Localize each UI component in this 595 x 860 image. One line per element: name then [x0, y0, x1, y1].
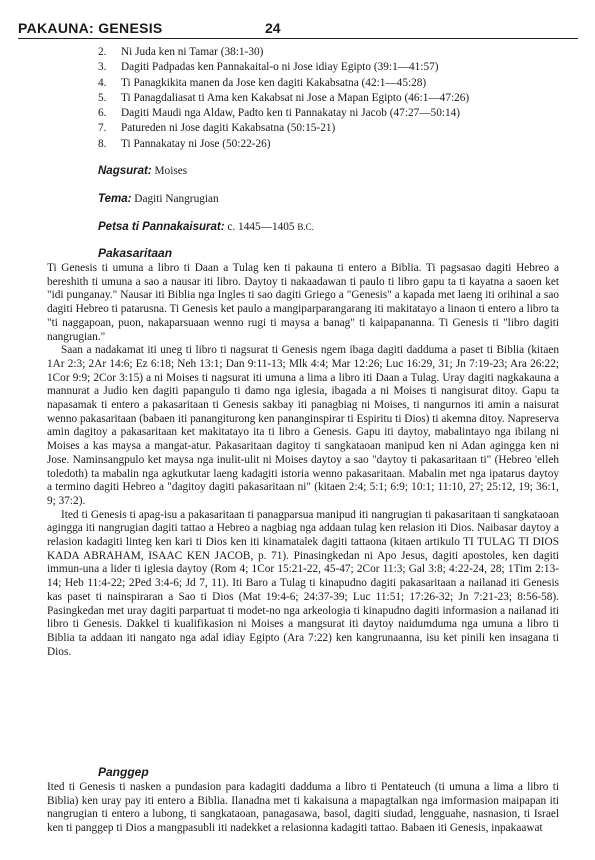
- overview-paragraph-1: Ited ti Genesis ti nasken a pundasion para kadagiti dadduma a libro ti Pentateuch (ti umuna a lima a libro ti Biblia) ken uray pay iti entero a Biblia. Ilanadna met ti kakaisuna a mapagtalkan nga imformasion maipapan iti nangrugian ti entero a lubong, ti sangkataoan, panagasawa, basol, dagiti siudad, lengguahe, nasnasion, ti Israel ken ti panggep ti Dios a mangpasubli iti nadekket a relasionna kadagiti tattao. Babaen iti Genesis, inpakaawat: [47, 781, 559, 835]
- outline-item: [98, 106, 469, 121]
- outline-number: 5.: [98, 91, 107, 104]
- outline-item: [98, 121, 469, 136]
- book-title: PAKAUNA: GENESIS: [18, 20, 163, 36]
- section-heading-overview: Panggep: [98, 765, 149, 779]
- date-label: Petsa ti Pannakaisurat:: [98, 221, 225, 233]
- date-era: B.C.: [297, 222, 314, 232]
- outline-item: [98, 76, 469, 91]
- outline-number: 3.: [98, 61, 107, 74]
- date-line: [98, 221, 314, 233]
- outline-item: [98, 45, 469, 60]
- theme-label: Tema:: [98, 193, 132, 205]
- outline-item: [98, 91, 469, 106]
- outline-text: Ti Panagdaliasat ti Ama ken Kakabsat ni Jose a Mapan Egipto (46:1—47:26): [121, 91, 470, 104]
- overview-section: [47, 781, 559, 836]
- outline-text: Dagiti Padpadas ken Pannakaital-o ni Jose idiay Egipto (39:1—41:57): [121, 61, 439, 74]
- date-value: c. 1445—1405: [227, 221, 295, 233]
- outline-text: Ni Juda ken ni Tamar (38:1-30): [121, 46, 264, 58]
- outline-item: [98, 137, 469, 152]
- outline-text: Dagiti Maudi nga Aldaw, Padto ken ti Pannakatay ni Jacob (47:27—50:14): [121, 107, 461, 120]
- outline-number: 7.: [98, 122, 107, 135]
- theme-line: [98, 193, 219, 205]
- section-heading-background: Pakasaritaan: [98, 246, 173, 260]
- author-label: Nagsurat:: [98, 165, 152, 177]
- outline-list: [98, 45, 469, 152]
- background-paragraph-1: Ti Genesis ti umuna a libro ti Daan a Tulag ken ti pakauna ti entero a Biblia. Ti pagsasao dagiti Hebreo a bereshith ti umuna a sao a nausar iti libro. Daytoy ti nakaadawan ti paulo ti libro gapu ta ti kayatna a saoen ket "idi punganay." Nausar iti Biblia nga Ingles ti sao dagiti Griego a "Genesis" a kapada met laeng iti orihinal a sao dagiti Hebreo ti patarusna. Ti Genesis ket paulo a mangiparparangarang iti makitatayo a linaon ti entero a libro ta "ti naggapoan, puon, nakaparsuaan wenno rugi ti maysa a banag" ti kaipapananna. Ti Genesis ti "libro dagiti nangrugian.": [47, 262, 559, 343]
- outline-number: 2.: [98, 46, 107, 58]
- background-paragraph-2: Saan a nadakamat iti uneg ti libro ti nagsurat ti Genesis ngem ibaga dagiti dadduma a paset ti Biblia (kitaen 1Ar 2:3; 2Ar 14:6; Ez 6:18; Neh 13:1; Dan 9:11-13; Mlk 4:4; Mar 12:26; Luc 16:29, 31; Jn 7:19-23; Ara 26:22; 1Cor 9:9; 2Cor 3:15) a ni Moises ti nagsurat iti umuna a lima a libro iti Daan a Tulag. Uray dagiti nagkakauna a mannurat a Judio ken dagiti papangulo ti damo nga iglesia, ibagada a ni Moises ti nangisurat ditoy. Gapu ta napasamak ti entero a pakasaritaan ti Genesis sakbay iti panagbiag ni Moises, ti nangurnos iti amin a naisurat wenno pakasaritaan (babaen iti panangiturong ken pananginspirar ti Espiritu ti Dios) ti akemna ditoy. Napreserva amin dagitoy a pakasaritaan ket makitatayo ita ti libro a Genesis. Gapu iti daytoy, mabalintayo nga ibilang ni Moises a kas maysa a mangat-atur. Pakasaritaan dagitoy ti sangkataoan manipud ken ni Adan agingga ken ni Jose. Naminsangpulo ket maysa nga inulit-ulit ni Moises daytoy a sao "daytoy ti pakasaritaan ti" (Hebreo 'elleh toledoth) ta mabalin nga agkutkutar laeng kadagiti istoria wenno pakasaritaan. Mabalin met nga ipatarus daytoy a termino dagiti Hebreo a "dagitoy dagiti pakasaritaan ni" (kitaen 2:4; 5:1; 6:9; 10:1; 11:10, 27; 25:12, 19; 36:1, 9; 37:2).: [47, 344, 559, 507]
- outline-number: 4.: [98, 76, 107, 89]
- outline-number: 8.: [98, 137, 107, 150]
- outline-text: Ti Pannakatay ni Jose (50:22-26): [121, 137, 271, 150]
- outline-text: Patureden ni Jose dagiti Kakabsatna (50:15-21): [121, 122, 336, 135]
- outline-text: Ti Panagkikita manen da Jose ken dagiti Kakabsatna (42:1—45:28): [121, 76, 427, 89]
- theme-value: Dagiti Nangrugian: [134, 193, 219, 205]
- background-paragraph-3: Ited ti Genesis ti apag-isu a pakasaritaan ti panagparsua manipud iti nangrugian ti pakasaritaan ti sangkataoan agingga iti nangrugian dagiti tattao a Hebreo a nagbiag nga addaan tulag ken relasion iti Dios. Naibasar daytoy a relasion kadagiti linteg ken kari ti Dios ken iti kinamatalek dagiti tattaona (kitaen artikulo TI TULAG TI DIOS KADA ABRAHAM, ISAAC KEN JACOB, p. 71). Pinasingkedan ni Apo Jesus, dagiti apostoles, ken dagiti immun-una a lider ti iglesia daytoy (Rom 4; 1Cor 15:21-22, 45-47; 2Cor 11:3; Gal 3:8; 4:22-24, 28; 1Tim 2:13-14; Heb 11:4-22; 2Ped 3:4-6; Jd 7, 11). Iti Baro a Tulag ti kinapudno dagiti pakasaritaan a nailanad iti Genesis kas paset ti nainspiraran a Sao ti Dios (Mat 19:4-6; 24:37-39; Luc 11:51; 17:26-32; Jn 7:21-23; 8:56-58). Pasingkedan met uray dagiti parpartuat ti modet-no nga arkeologia ti kinapudno dagiti informasion a nailanad iti libro ti Genesis. Dakkel ti kualifikasion ni Moises a mangsurat iti daytoy naidumduma nga umuna a libro ti Biblia ta addaan iti nangato nga adal idiay Egipto (Ara 7:22) ken kangrunaanna, isu ket pinili ken insagana ti Dios.: [47, 508, 559, 658]
- running-header: [18, 14, 578, 39]
- author-line: [98, 165, 187, 177]
- background-section: [47, 262, 559, 659]
- page-number: 24: [265, 20, 281, 36]
- author-value: Moises: [154, 165, 188, 177]
- outline-item: [98, 60, 469, 75]
- outline-number: 6.: [98, 107, 107, 120]
